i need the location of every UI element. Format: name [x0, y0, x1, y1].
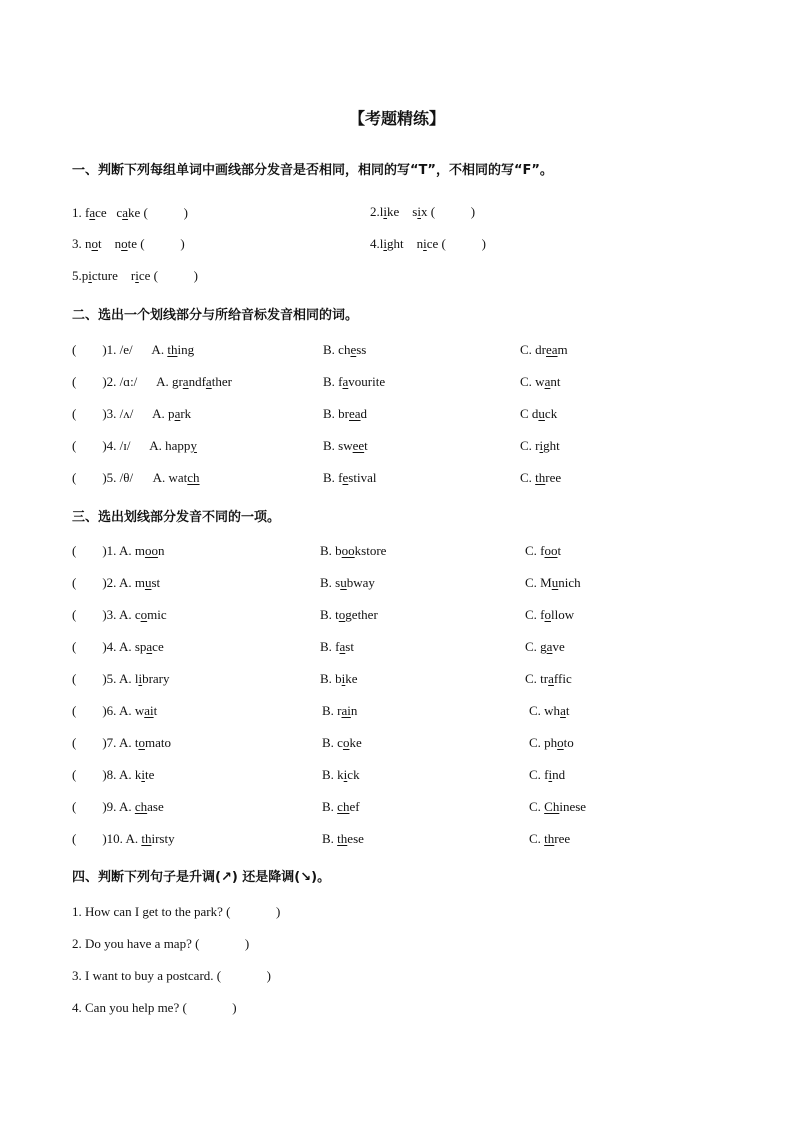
sec3-row-10-option-a: ( )10. A. thirsty: [72, 831, 175, 846]
sec2-row-2-option-c: C. want: [520, 374, 561, 389]
sec3-row-4-option-a: ( )4. A. space: [72, 639, 164, 654]
sec2-row-4-option-a: ( )4. /ɪ/ A. happy: [72, 438, 197, 453]
sec3-row-8-option-a: ( )8. A. kite: [72, 767, 155, 782]
sec3-row-1-option-a: ( )1. A. moon: [72, 543, 165, 558]
section-4-heading: 四、判断下列句子是升调(↗) 还是降调(↘)。: [72, 870, 331, 885]
sec3-row-1-option-c: C. foot: [525, 543, 562, 558]
sec3-row-2-option-b: B. subway: [320, 575, 375, 590]
sec3-row-10-option-c: C. three: [529, 831, 571, 846]
sec3-row-3-option-b: B. together: [320, 607, 378, 622]
sec1-item-2: 2.like six ( ): [370, 204, 476, 219]
sec3-row-7-option-b: B. coke: [322, 735, 362, 750]
sec4-item-1: 1. How can I get to the park? ( ): [72, 904, 281, 919]
sec2-row-4-option-b: B. sweet: [323, 438, 368, 453]
sec3-row-9-option-a: ( )9. A. chase: [72, 799, 164, 814]
sec3-row-3-option-a: ( )3. A. comic: [72, 607, 167, 622]
sec3-row-5-option-a: ( )5. A. library: [72, 671, 170, 686]
sec2-row-1-option-c: C. dream: [520, 342, 568, 357]
sec2-row-3-option-a: ( )3. /ʌ/ A. park: [72, 406, 192, 421]
sec3-row-4-option-c: C. gave: [525, 639, 565, 654]
sec3-row-5-option-b: B. bike: [320, 671, 358, 686]
sec2-row-3-option-b: B. bread: [323, 406, 368, 421]
sec3-row-6-option-c: C. what: [529, 703, 570, 718]
sec3-row-6-option-a: ( )6. A. wait: [72, 703, 158, 718]
sec4-item-2: 2. Do you have a map? ( ): [72, 936, 250, 951]
sec3-row-9-option-b: B. chef: [322, 799, 360, 814]
section-3-heading: 三、选出划线部分发音不同的一项。: [72, 510, 281, 525]
sec1-item-1: 1. face cake ( ): [72, 205, 188, 220]
sec3-row-3-option-c: C. follow: [525, 607, 575, 622]
sec3-row-10-option-b: B. these: [322, 831, 364, 846]
sec1-item-4: 4.light nice ( ): [370, 236, 486, 251]
sec3-row-1-option-b: B. bookstore: [320, 543, 387, 558]
sec2-row-2-option-a: ( )2. /ɑ:/ A. grandfather: [72, 374, 232, 389]
sec2-row-5-option-a: ( )5. /θ/ A. watch: [72, 470, 200, 485]
sec3-row-2-option-a: ( )2. A. must: [72, 575, 161, 590]
sec4-item-4: 4. Can you help me? ( ): [72, 1000, 237, 1015]
sec3-row-7-option-a: ( )7. A. tomato: [72, 735, 171, 750]
sec2-row-2-option-b: B. favourite: [323, 374, 386, 389]
sec3-row-8-option-c: C. find: [529, 767, 566, 782]
sec3-row-9-option-c: C. Chinese: [529, 799, 587, 814]
sec3-row-8-option-b: B. kick: [322, 767, 360, 782]
sec1-item-5: 5.picture rice ( ): [72, 268, 199, 283]
sec4-item-3: 3. I want to buy a postcard. ( ): [72, 968, 271, 983]
sec3-row-2-option-c: C. Munich: [525, 575, 581, 590]
sec2-row-4-option-c: C. right: [520, 438, 560, 453]
sec2-row-5-option-b: B. festival: [323, 470, 377, 485]
page-title: 【考题精练】: [348, 109, 445, 128]
sec2-row-1-option-a: ( )1. /e/ A. thing: [72, 342, 195, 357]
section-2-heading: 二、选出一个划线部分与所给音标发音相同的词。: [72, 308, 359, 323]
sec1-item-3: 3. not note ( ): [72, 236, 185, 251]
sec3-row-5-option-c: C. traffic: [525, 671, 572, 686]
sec2-row-5-option-c: C. three: [520, 470, 562, 485]
section-1-heading: 一、判断下列每组单词中画线部分发音是否相同，相同的写“T”，不相同的写“F”。: [72, 163, 553, 178]
sec3-row-4-option-b: B. fast: [320, 639, 354, 654]
sec3-row-6-option-b: B. rain: [322, 703, 358, 718]
sec2-row-3-option-c: C duck: [520, 406, 558, 421]
sec3-row-7-option-c: C. photo: [529, 735, 574, 750]
sec2-row-1-option-b: B. chess: [323, 342, 367, 357]
